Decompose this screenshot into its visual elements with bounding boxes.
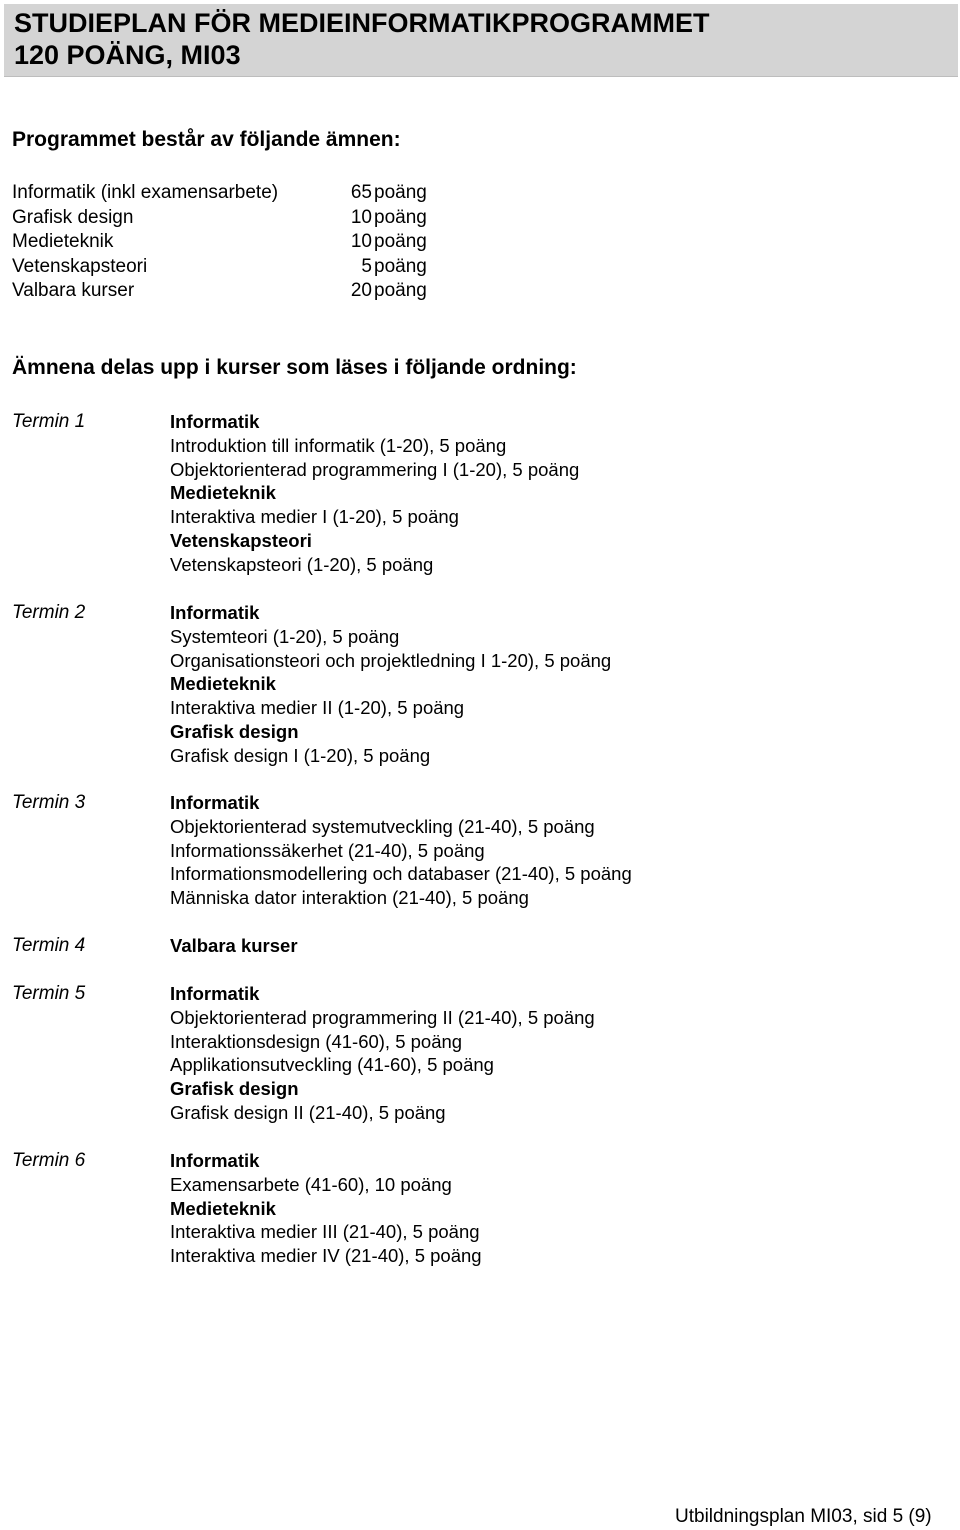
- term-label-3: Termin 3: [12, 792, 86, 813]
- subject-heading: Valbara kurser: [170, 935, 298, 956]
- subject-unit: poäng: [374, 182, 427, 203]
- subject-points: 10: [350, 206, 372, 228]
- term-label-4: Termin 4: [12, 935, 86, 956]
- course-line: Objektorienterad programmering I (1-20), 5 poäng: [170, 458, 580, 480]
- term-1-courses: [170, 410, 579, 577]
- term-label-6: Termin 6: [12, 1150, 86, 1171]
- subject-heading: Medieteknik: [170, 1197, 276, 1219]
- term-label-2: Termin 2: [12, 602, 86, 623]
- course-line: Organisationsteori och projektledning I 1-20), 5 poäng: [170, 649, 612, 671]
- subject-name: Informatik (inkl examensarbete): [12, 182, 279, 203]
- title-banner: [4, 4, 958, 77]
- course-line: Interaktiva medier II (1-20), 5 poäng: [170, 697, 465, 719]
- page-footer: Utbildningsplan MI03, sid 5 (9): [675, 1506, 932, 1527]
- term-3-courses: [170, 791, 632, 910]
- subject-heading: Grafisk design: [170, 720, 299, 742]
- subject-points: 20: [350, 280, 372, 301]
- subject-heading: Grafisk design: [170, 1078, 299, 1100]
- subject-heading: Informatik: [170, 983, 260, 1004]
- course-line: Informationsmodellering och databaser (21-40), 5 poäng: [170, 863, 632, 885]
- subjects-heading: Programmet består av följande ämnen:: [12, 128, 401, 151]
- subject-points: 5: [361, 255, 372, 277]
- subject-heading: Informatik: [170, 792, 260, 813]
- course-line: Interaktionsdesign (41-60), 5 poäng: [170, 1030, 463, 1052]
- subject-unit: poäng: [374, 206, 427, 228]
- course-line: Interaktiva medier III (21-40), 5 poäng: [170, 1221, 480, 1243]
- page-title-line-1: STUDIEPLAN FÖR MEDIEINFORMATIKPROGRAMMET: [14, 8, 710, 38]
- course-line: Interaktiva medier IV (21-40), 5 poäng: [170, 1245, 482, 1267]
- course-line: Interaktiva medier I (1-20), 5 poäng: [170, 506, 459, 528]
- course-line: Grafisk design II (21-40), 5 poäng: [170, 1101, 446, 1123]
- course-line: Systemteori (1-20), 5 poäng: [170, 625, 400, 647]
- subject-heading: Informatik: [170, 1150, 260, 1171]
- course-line: Människa dator interaktion (21-40), 5 poäng: [170, 887, 529, 909]
- course-line: Informationssäkerhet (21-40), 5 poäng: [170, 839, 485, 861]
- term-2-courses: [170, 601, 611, 768]
- subject-name: Valbara kurser: [12, 280, 135, 301]
- course-line: Objektorienterad programmering II (21-40), 5 poäng: [170, 1006, 595, 1028]
- term-6-courses: [170, 1149, 482, 1268]
- order-heading: Ämnena delas upp i kurser som läses i följande ordning:: [12, 356, 577, 379]
- subject-heading: Informatik: [170, 411, 260, 432]
- course-line: Grafisk design I (1-20), 5 poäng: [170, 744, 431, 766]
- subject-name: Vetenskapsteori: [12, 255, 148, 277]
- subject-points: 65: [350, 182, 372, 203]
- course-line: Introduktion till informatik (1-20), 5 poäng: [170, 434, 507, 456]
- subject-unit: poäng: [374, 255, 427, 277]
- term-4-courses: [170, 934, 298, 958]
- course-line: Vetenskapsteori (1-20), 5 poäng: [170, 553, 434, 575]
- page-title-line-2: 120 POÄNG, MI03: [14, 40, 241, 70]
- term-label-1: Termin 1: [12, 411, 86, 432]
- subject-name: Grafisk design: [12, 206, 134, 228]
- subject-heading: Vetenskapsteori: [170, 529, 312, 551]
- subject-heading: Medieteknik: [170, 673, 276, 695]
- subject-unit: poäng: [374, 280, 427, 301]
- subject-unit: poäng: [374, 231, 427, 252]
- course-line: Objektorienterad systemutveckling (21-40), 5 poäng: [170, 815, 595, 837]
- subject-heading: Informatik: [170, 602, 260, 623]
- term-5-courses: [170, 982, 595, 1125]
- subject-heading: Medieteknik: [170, 482, 276, 504]
- course-line: Applikationsutveckling (41-60), 5 poäng: [170, 1054, 494, 1076]
- term-label-5: Termin 5: [12, 983, 86, 1004]
- subject-name: Medieteknik: [12, 231, 114, 252]
- subject-points: 10: [350, 231, 372, 252]
- course-line: Examensarbete (41-60), 10 poäng: [170, 1173, 452, 1195]
